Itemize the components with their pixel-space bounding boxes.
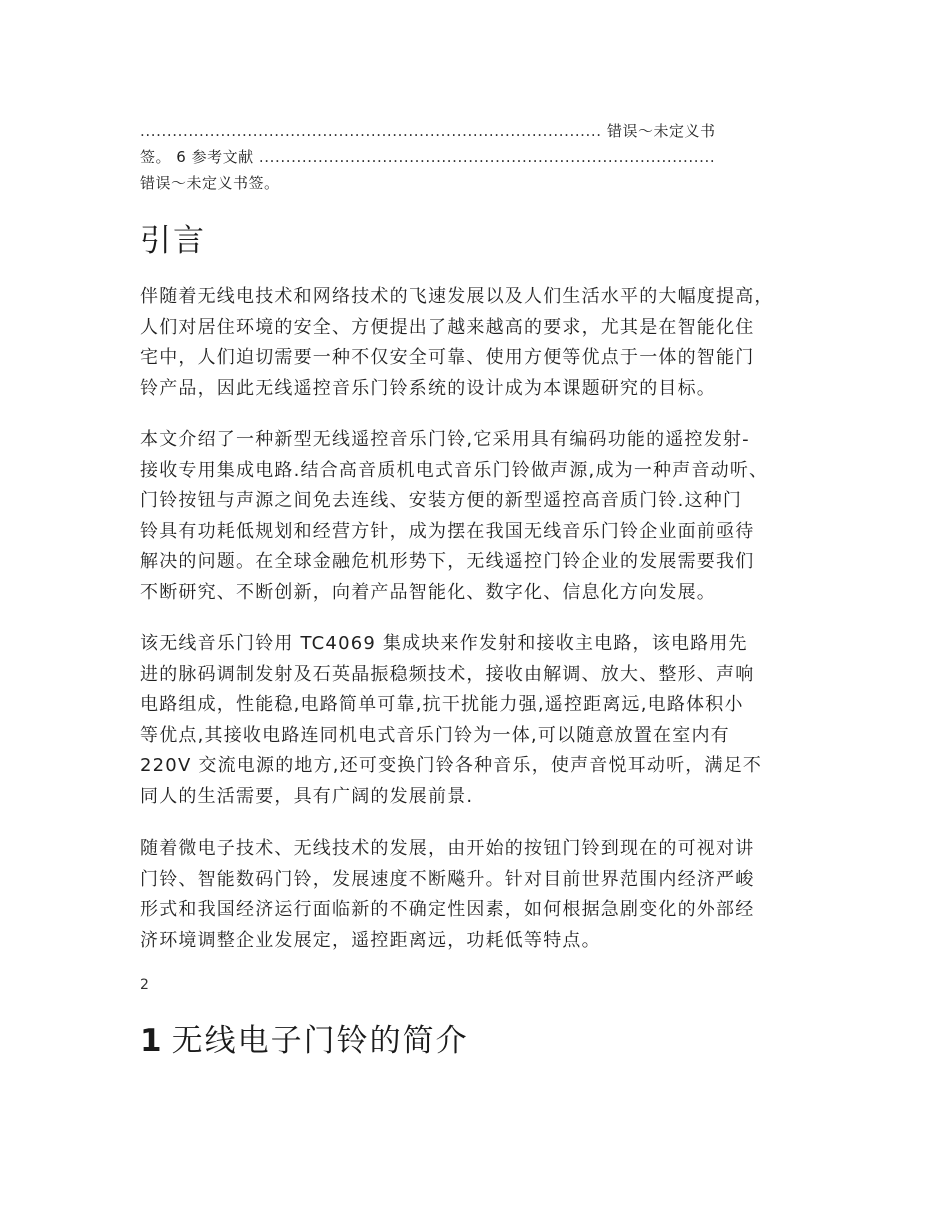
paragraph-line: 门铃按钮与声源之间免去连线、安装方便的新型遥控高音质门铃.这种门 (140, 490, 743, 511)
intro-paragraph (140, 834, 830, 956)
intro-paragraph (140, 425, 830, 608)
intro-paragraph (140, 282, 830, 404)
toc-error-text: 签。 (140, 148, 172, 166)
toc-leader-dots: ...................................................................................... (140, 122, 602, 140)
paragraph-line: 该无线音乐门铃用 TC4069 集成块来作发射和接收主电路，该电路用先 (140, 633, 748, 654)
table-of-contents (140, 118, 820, 196)
paragraph-line: 人们对居住环境的安全、方便提出了越来越高的要求，尤其是在智能化住 (140, 316, 755, 338)
paragraph-line: 铃产品，因此无线遥控音乐门铃系统的设计成为本课题研究的目标。 (140, 377, 716, 399)
toc-leader-dots: ..................................................................................... (258, 148, 716, 166)
paragraph-line: 随着微电子技术、无线技术的发展，由开始的按钮门铃到现在的可视对讲 (140, 838, 755, 859)
toc-line (140, 118, 820, 144)
page-number: 2 (140, 977, 149, 993)
toc-line (140, 144, 820, 170)
toc-entry-title[interactable]: 参考文献 (191, 148, 254, 166)
paragraph-line: 等优点,其接收电路连同机电式音乐门铃为一体,可以随意放置在室内有 (140, 724, 730, 746)
paragraph-line: 解决的问题。在全球金融危机形势下，无线遥控门铃企业的发展需要我们 (140, 551, 755, 572)
paragraph-line: 接收专用集成电路.结合高音质机电式音乐门铃做声源,成为一种声音动听、 (140, 459, 769, 481)
chapter-number: 1 (140, 1023, 164, 1059)
paragraph-line: 形式和我国经济运行面临新的不确定性因素，如何根据急剧变化的外部经 (140, 899, 755, 920)
paragraph-line: 伴随着无线电技术和网络技术的飞速发展以及人们生活水平的大幅度提高， (140, 286, 774, 307)
intro-paragraph (140, 629, 830, 812)
toc-error-text: 错误～未定义书 (606, 122, 716, 140)
chapter-title: 无线电子门铃的简介 (171, 1023, 469, 1059)
paragraph-line: 门铃、智能数码门铃，发展速度不断飚升。针对目前世界范围内经济严峻 (140, 868, 755, 890)
intro-heading: 引言 (140, 223, 206, 259)
toc-line (140, 170, 820, 196)
paragraph-line: 同人的生活需要，具有广阔的发展前景. (140, 785, 474, 807)
paragraph-line: 铃具有功耗低规划和经营方针，成为摆在我国无线音乐门铃企业面前亟待 (140, 520, 755, 542)
paragraph-line: 宅中，人们迫切需要一种不仅安全可靠、使用方便等优点于一体的智能门 (140, 347, 755, 368)
toc-error-text: 错误～未定义书签。 (140, 174, 280, 192)
paragraph-line: 进的脉码调制发射及石英晶振稳频技术，接收由解调、放大、整形、声响 (140, 663, 755, 685)
paragraph-line: 电路组成，性能稳,电路简单可靠,抗干扰能力强,遥控距离远,电路体积小 (140, 694, 744, 715)
toc-entry-number: 6 (176, 148, 187, 166)
paragraph-line: 本文介绍了一种新型无线遥控音乐门铃,它采用具有编码功能的遥控发射- (140, 429, 750, 450)
paragraph-line: 220V 交流电源的地方,还可变换门铃各种音乐，使声音悦耳动听，满足不 (140, 755, 763, 776)
chapter-heading (140, 1018, 469, 1064)
paragraph-line: 不断研究、不断创新，向着产品智能化、数字化、信息化方向发展。 (140, 581, 716, 603)
paragraph-line: 济环境调整企业发展定，遥控距离远，功耗低等特点。 (140, 929, 601, 951)
